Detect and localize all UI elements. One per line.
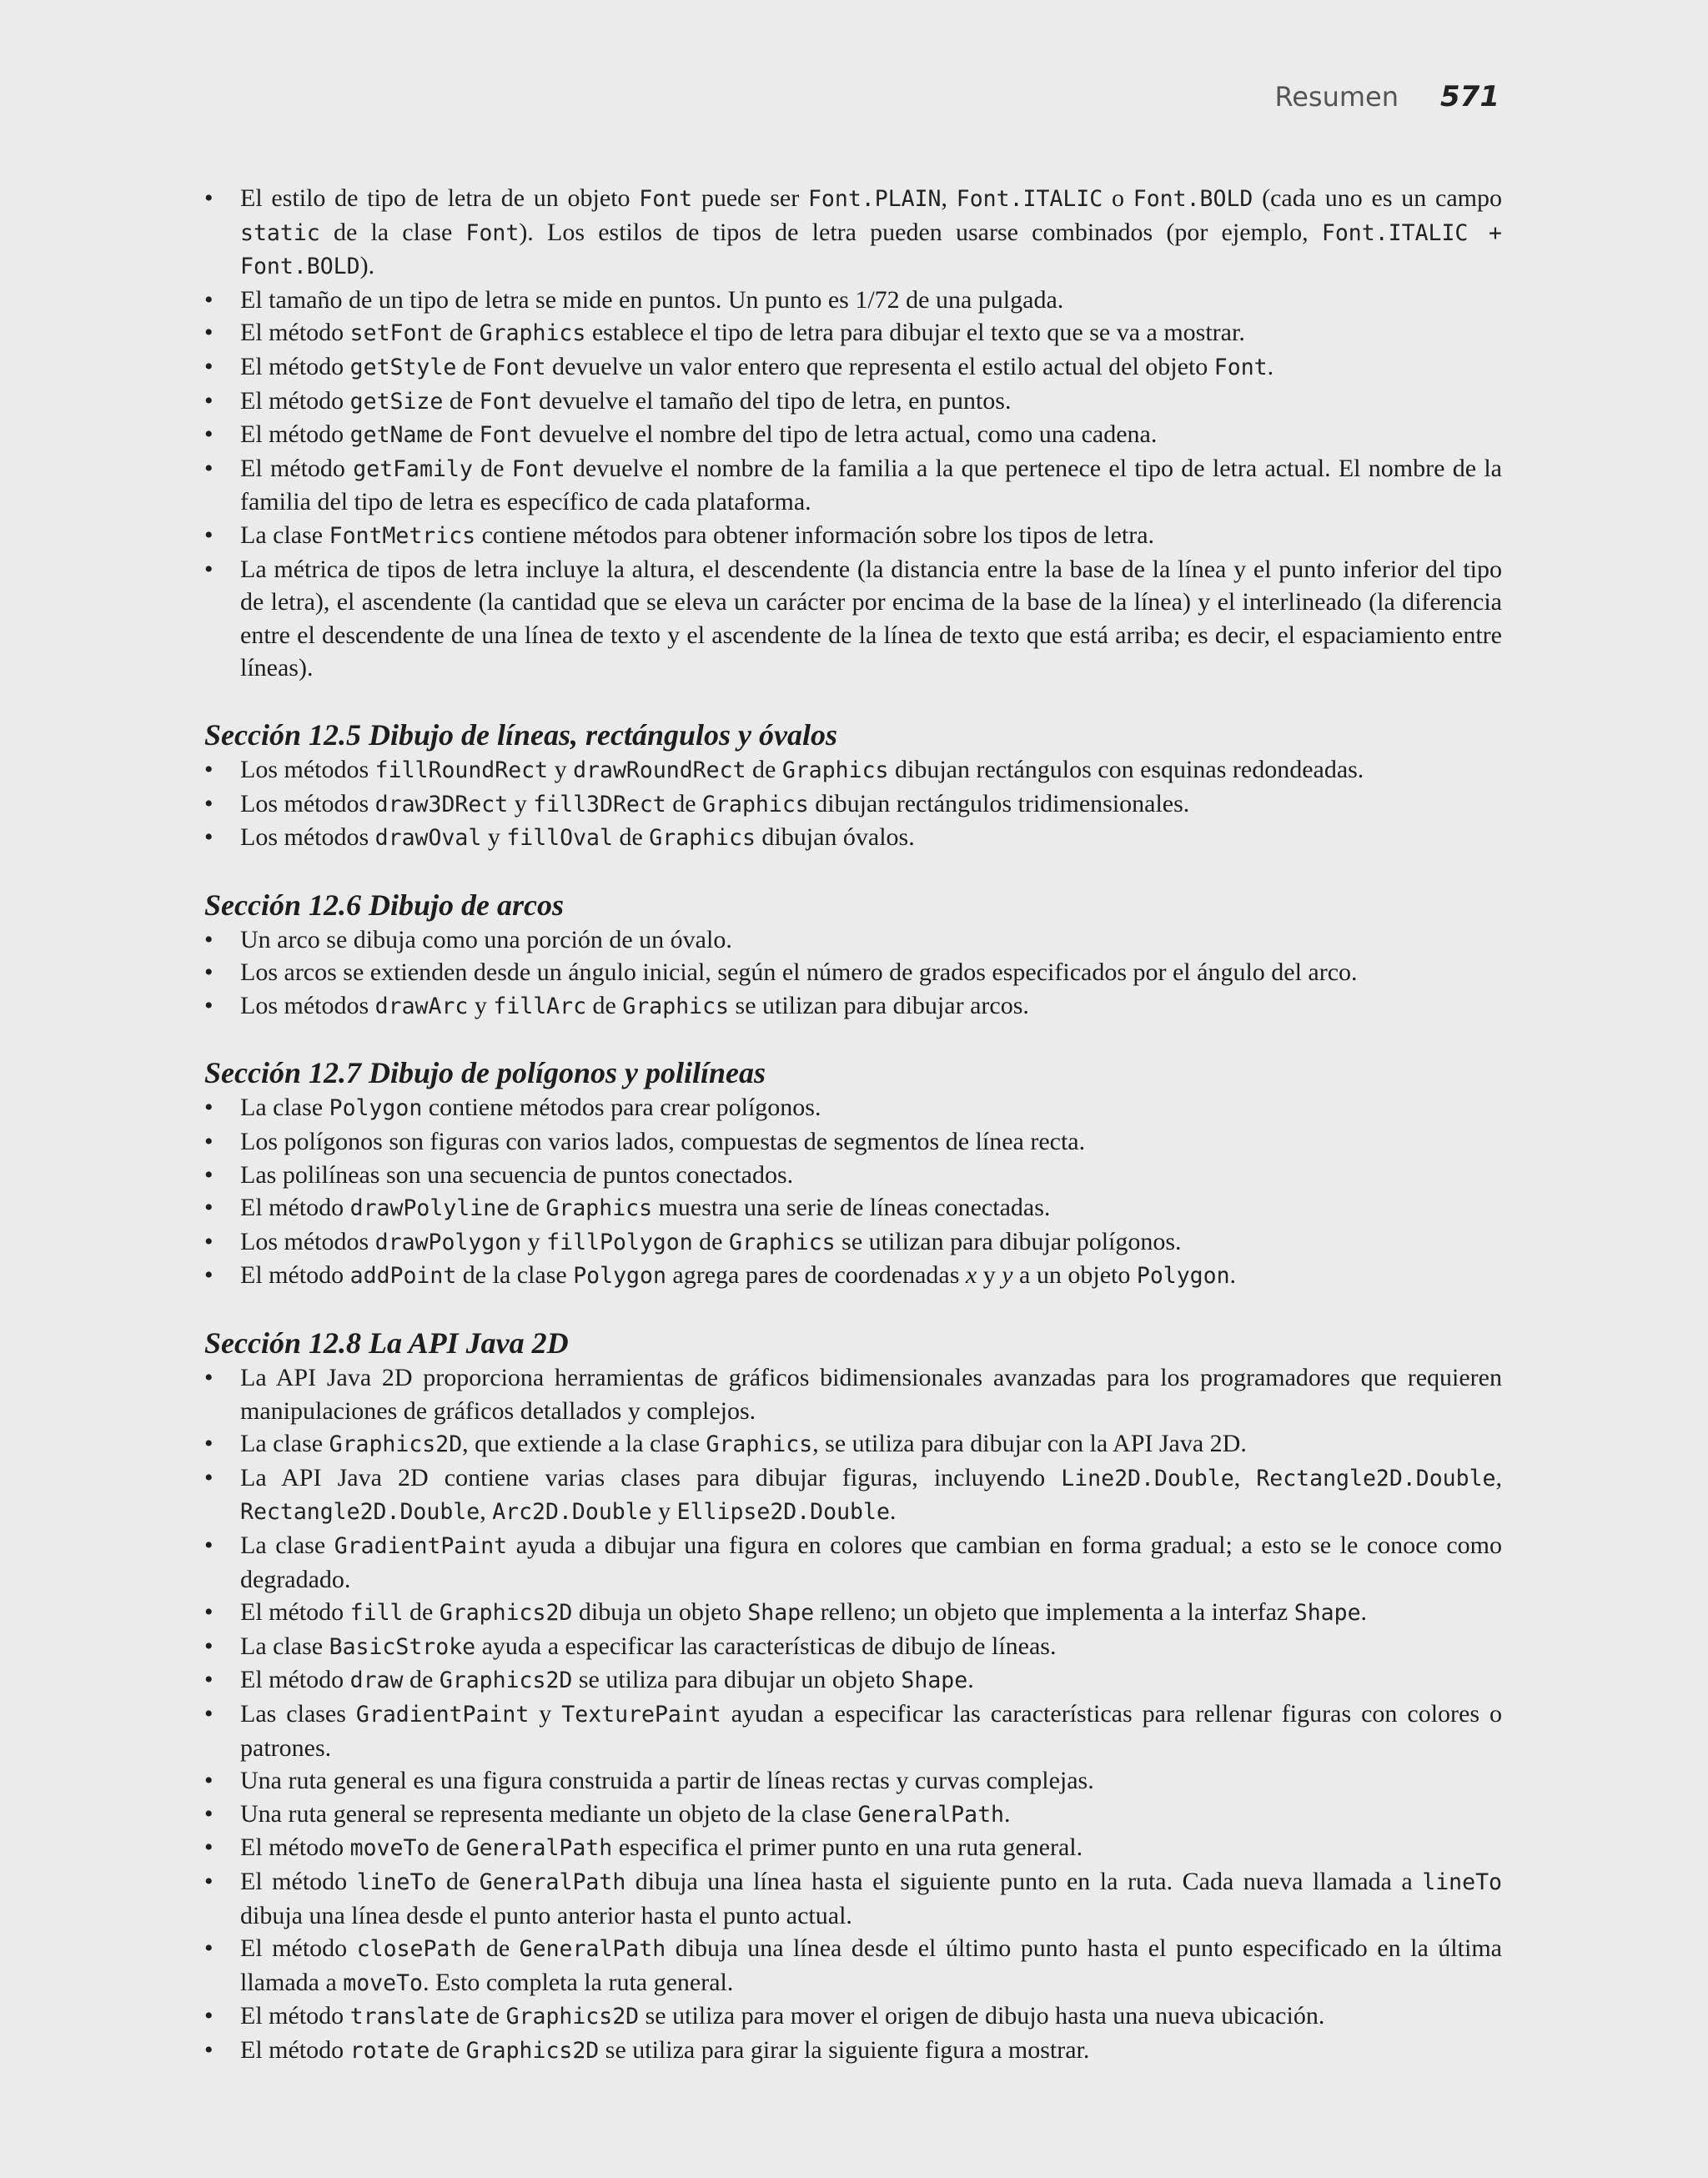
bullet-item	[204, 316, 1502, 350]
bullet-item	[204, 182, 1502, 284]
code-term: Graphics	[545, 1195, 653, 1222]
text-run: y	[651, 1497, 677, 1526]
text-run: contiene métodos para obtener información sobre los tipos de letra.	[475, 521, 1155, 549]
code-term: fill3DRect	[533, 791, 666, 817]
bullet-item	[204, 1529, 1502, 1596]
text-run: ). Los estilos de tipos de letra pueden usarse combinados (por ejemplo,	[519, 218, 1322, 246]
bullet-item	[204, 1427, 1502, 1461]
code-term: getName	[349, 422, 444, 449]
bullet-item	[204, 1596, 1502, 1630]
code-term: Ellipse2D.Double	[676, 1499, 890, 1526]
text-run: Las polilíneas son una secuencia de puntos conectados.	[240, 1160, 794, 1189]
code-term: closePath	[356, 1936, 477, 1963]
code-term: Graphics2D	[439, 1600, 573, 1627]
code-term: addPoint	[349, 1263, 457, 1290]
text-run: El tamaño de un tipo de letra se mide en puntos. Un punto es 1/72 de una pulgada.	[240, 285, 1064, 314]
code-term: Graphics	[479, 320, 586, 347]
italic-variable: x	[965, 1261, 977, 1290]
section-heading: Sección 12.8 La API Java 2D	[204, 1326, 569, 1361]
bullet-item	[204, 1159, 1502, 1192]
text-run: La clase	[240, 1430, 329, 1458]
text-run: ,	[480, 1497, 493, 1526]
code-term: Shape	[1294, 1600, 1361, 1627]
section-bullet-list	[204, 753, 1502, 855]
text-run: dibujan rectángulos con esquinas redondeadas.	[888, 755, 1364, 783]
text-run: El estilo de tipo de letra de un objeto	[240, 184, 640, 212]
bullet-item	[204, 1225, 1502, 1260]
text-run: ).	[359, 252, 375, 280]
text-run: ayuda a especificar las características de dibujo de líneas.	[475, 1632, 1057, 1660]
text-run: a un objeto	[1012, 1261, 1137, 1290]
code-term: Font	[511, 455, 565, 482]
text-run: El método	[240, 2002, 350, 2030]
text-run: agrega pares de coordenadas	[666, 1261, 966, 1290]
bullet-item	[204, 956, 1502, 989]
bullet-item	[204, 1831, 1502, 1865]
page-number: 571	[1440, 80, 1500, 113]
text-run: La clase	[240, 1094, 329, 1122]
text-run: El método	[240, 454, 354, 482]
text-run: dibujan rectángulos tridimensionales.	[808, 789, 1190, 817]
text-run: , que extiende a la clase	[462, 1430, 706, 1458]
code-term: Graphics2D	[439, 1667, 573, 1694]
bullet-item	[204, 1630, 1502, 1664]
italic-variable: y	[1002, 1261, 1013, 1290]
text-run: Los métodos	[240, 1227, 375, 1255]
code-term: TexturePaint	[561, 1701, 721, 1728]
code-term: Graphics	[729, 1229, 836, 1255]
text-run: y	[548, 755, 574, 783]
code-term: fillArc	[493, 993, 587, 1019]
text-run: se utilizan para dibujar polígonos.	[835, 1227, 1182, 1255]
text-run: se utiliza para mover el origen de dibujo hasta una nueva ubicación.	[639, 2002, 1325, 2030]
code-term: Graphics	[702, 791, 809, 817]
code-term: Font	[479, 422, 533, 449]
code-term: GradientPaint	[334, 1533, 508, 1559]
text-run: ,	[941, 184, 957, 212]
text-run: establece el tipo de letra para dibujar el texto que se va a mostrar.	[585, 319, 1245, 347]
bullet-item	[204, 787, 1502, 822]
bullet-item	[204, 989, 1502, 1024]
text-run: La API Java 2D contiene varias clases para dibujar figuras, incluyendo	[240, 1463, 1062, 1491]
bullet-item	[204, 350, 1502, 385]
text-run: especifica el primer punto en una ruta general.	[612, 1833, 1083, 1862]
code-term: Shape	[901, 1667, 968, 1694]
text-run: muestra una serie de líneas conectadas.	[652, 1194, 1051, 1222]
bullet-item	[204, 923, 1502, 957]
text-run: dibuja una línea desde el último punto hasta el punto especificado en la última llamada a	[240, 1934, 1502, 1996]
text-run: El método	[240, 1867, 357, 1895]
code-term: Font	[465, 219, 520, 246]
code-term: Graphics	[622, 993, 730, 1019]
code-term: getStyle	[349, 354, 457, 380]
text-run: Los métodos	[240, 755, 375, 783]
text-run: El método	[240, 352, 350, 380]
text-run: de	[666, 789, 703, 817]
text-run: de	[746, 755, 782, 783]
code-term: draw3DRect	[374, 791, 509, 817]
text-run: dibuja una línea desde el punto anterior hasta el punto actual.	[240, 1901, 852, 1929]
running-header	[1274, 80, 1500, 113]
bullet-item	[204, 753, 1502, 787]
text-run: ,	[1495, 1463, 1502, 1491]
text-run: dibujan óvalos.	[755, 823, 915, 852]
code-term: Font	[1213, 354, 1268, 380]
text-run: de	[430, 1833, 466, 1862]
text-run: de	[456, 352, 493, 380]
text-run: devuelve el nombre de la familia a la que pertenece el tipo de letra actual. El nombre de la familia del tipo de letra es específico de cada plataforma.	[240, 454, 1502, 516]
text-run: Una ruta general es una figura construida a partir de líneas rectas y curvas complejas.	[240, 1767, 1094, 1795]
code-term: Font.ITALIC + Font.BOLD	[240, 219, 1503, 280]
code-term: setFont	[349, 320, 444, 347]
text-run: El método	[240, 1261, 350, 1290]
code-term: Graphics2D	[465, 2037, 600, 2064]
bullet-item	[204, 553, 1502, 685]
code-term: Line2D.Double	[1061, 1465, 1234, 1491]
code-term: lineTo	[356, 1869, 437, 1895]
text-run: .	[967, 1666, 974, 1694]
text-run: de	[586, 991, 623, 1019]
text-run: de la clase	[456, 1261, 574, 1290]
code-term: fillOval	[506, 825, 613, 852]
text-run: y	[977, 1261, 1002, 1290]
code-term: rotate	[349, 2037, 430, 2064]
code-term: Shape	[747, 1600, 815, 1627]
code-term: drawPolygon	[374, 1229, 522, 1255]
text-run: La API Java 2D proporciona herramientas de gráficos bidimensionales avanzadas para los programadores que requieren manipulaciones de gráficos detallados y complejos.	[240, 1364, 1502, 1425]
bullet-item	[204, 385, 1502, 419]
code-term: Graphics	[706, 1431, 813, 1458]
section-heading: Sección 12.6 Dibujo de arcos	[204, 888, 564, 922]
text-run: El método	[240, 420, 350, 449]
code-term: moveTo	[349, 1835, 430, 1862]
text-run: .	[1267, 352, 1274, 380]
text-run: de	[403, 1598, 440, 1627]
text-run: .	[1360, 1598, 1368, 1627]
text-run: La clase	[240, 1532, 334, 1559]
text-run: .	[1004, 1799, 1011, 1828]
text-run: se utilizan para dibujar arcos.	[729, 991, 1029, 1019]
text-run: ,	[1233, 1463, 1257, 1491]
text-run: de	[436, 1867, 480, 1895]
text-run: contiene métodos para crear polígonos.	[422, 1094, 821, 1122]
text-run: La métrica de tipos de letra incluye la altura, el descendente (la distancia entre la base de la línea y el punto inferior del tipo de letra), el ascendente (la cantidad que se eleva un carácter por encima de la base de la línea) y el interlineado (la diferencia entre el descendente de una línea de texto y el ascendente de la línea de texto que está arriba; es decir, el espaciamiento entre líneas).	[240, 555, 1502, 682]
text-run: y	[529, 1699, 562, 1728]
text-run: La clase	[240, 1632, 329, 1660]
text-run: Los métodos	[240, 823, 375, 852]
code-term: Font	[492, 354, 546, 380]
text-run: se utiliza para dibujar un objeto	[572, 1666, 902, 1694]
text-run: de	[430, 2035, 466, 2064]
text-run: Un arco se dibuja como una porción de un óvalo.	[240, 925, 732, 953]
text-run: El método	[240, 1666, 350, 1694]
bullet-item	[204, 1461, 1502, 1529]
bullet-item	[204, 1091, 1502, 1125]
bullet-item	[204, 2034, 1502, 2068]
text-run: , se utiliza para dibujar con la API Java 2D.	[812, 1430, 1247, 1458]
text-run: de	[403, 1666, 440, 1694]
code-term: GradientPaint	[355, 1701, 530, 1728]
text-run: de	[612, 823, 650, 852]
section-bullet-list	[204, 1361, 1502, 2067]
code-term: getSize	[349, 388, 444, 415]
code-term: drawPolyline	[349, 1195, 510, 1222]
bullet-item	[204, 1361, 1502, 1427]
code-term: Font.BOLD	[1133, 186, 1253, 212]
text-run: Los polígonos son figuras con varios lados, compuestas de segmentos de línea recta.	[240, 1128, 1086, 1156]
bullet-item	[204, 1125, 1502, 1159]
text-run: y	[508, 789, 534, 817]
bullet-item	[204, 1999, 1502, 2034]
text-run: de	[472, 454, 512, 482]
page-body	[204, 182, 1502, 2068]
text-run: El método	[240, 319, 350, 347]
code-term: Graphics	[781, 757, 889, 783]
text-run: . Esto completa la ruta general.	[423, 1968, 734, 1996]
section-bullet-list	[204, 1091, 1502, 1293]
code-term: Font.ITALIC	[956, 186, 1103, 212]
text-run: El método	[240, 386, 350, 415]
text-run: Una ruta general se representa mediante un objeto de la clase	[240, 1799, 858, 1828]
text-run: dibuja una línea hasta el siguiente punto en la ruta. Cada nueva llamada a	[625, 1867, 1423, 1895]
bullet-item	[204, 519, 1502, 553]
code-term: Font.PLAIN	[807, 186, 942, 212]
bullet-item	[204, 1259, 1502, 1293]
text-run: de	[470, 2002, 506, 2030]
bullet-item	[204, 1191, 1502, 1225]
bullet-item	[204, 1865, 1502, 1932]
text-run: .	[1229, 1261, 1237, 1290]
code-term: Font	[639, 186, 693, 212]
code-term: Polygon	[1136, 1263, 1230, 1290]
bullet-item	[204, 821, 1502, 855]
code-term: GeneralPath	[465, 1835, 613, 1862]
bullet-item	[204, 1663, 1502, 1698]
text-run: de la clase	[319, 218, 466, 246]
text-run: (cada uno es un campo	[1253, 184, 1502, 212]
bullet-item	[204, 418, 1502, 452]
code-term: Rectangle2D.Double	[1256, 1465, 1496, 1491]
code-term: Polygon	[329, 1095, 423, 1122]
bullet-item	[204, 1798, 1502, 1832]
text-run: devuelve un valor entero que representa el estilo actual del objeto	[545, 352, 1214, 380]
bullet-item	[204, 1764, 1502, 1798]
section-bullet-list	[204, 923, 1502, 1024]
text-run: Los arcos se extienden desde un ángulo inicial, según el número de grados especificados por el ángulo del arco.	[240, 958, 1358, 987]
code-term: draw	[349, 1667, 404, 1694]
code-term: FontMetrics	[329, 522, 476, 549]
text-run: de	[476, 1934, 520, 1963]
code-term: Graphics2D	[329, 1431, 463, 1458]
header-section-name: Resumen	[1274, 81, 1399, 113]
code-term: getFamily	[353, 455, 473, 482]
text-run: El método	[240, 2035, 350, 2064]
text-run: relleno; un objeto que implementa a la interfaz	[814, 1598, 1294, 1627]
code-term: Rectangle2D.Double	[240, 1499, 480, 1526]
code-term: fillRoundRect	[374, 757, 549, 783]
text-run: y	[521, 1227, 547, 1255]
text-run: ayudan a especificar las características para rellenar figuras con colores o patrones.	[240, 1699, 1502, 1762]
code-term: drawRoundRect	[573, 757, 746, 783]
text-run: de	[443, 386, 480, 415]
code-term: GeneralPath	[519, 1936, 666, 1963]
text-run: El método	[240, 1833, 350, 1862]
text-run: Las clases	[240, 1699, 356, 1728]
text-run: y	[481, 823, 507, 852]
code-term: GeneralPath	[857, 1801, 1004, 1828]
text-run: devuelve el nombre del tipo de letra actual, como una cadena.	[532, 420, 1158, 449]
text-run: El método	[240, 1194, 350, 1222]
code-term: translate	[349, 2004, 470, 2030]
text-run: La clase	[240, 521, 329, 549]
code-term: drawArc	[374, 993, 469, 1019]
code-term: Graphics2D	[505, 2004, 640, 2030]
code-term: Font	[479, 388, 533, 415]
intro-bullet-list	[204, 182, 1502, 685]
code-term: moveTo	[343, 1969, 424, 1996]
text-run: de	[692, 1227, 729, 1255]
text-run: puede ser	[692, 184, 808, 212]
text-run: dibuja un objeto	[572, 1598, 748, 1627]
code-term: static	[240, 219, 320, 246]
text-run: Los métodos	[240, 789, 375, 817]
bullet-item	[204, 284, 1502, 317]
section-heading: Sección 12.7 Dibujo de polígonos y polilíneas	[204, 1056, 766, 1090]
text-run: de	[510, 1194, 546, 1222]
code-term: fillPolygon	[546, 1229, 693, 1255]
sections-container	[204, 717, 1502, 2068]
text-run: devuelve el tamaño del tipo de letra, en puntos.	[532, 386, 1012, 415]
code-term: BasicStroke	[329, 1633, 476, 1660]
text-run: ayuda a dibujar una figura en colores que cambian en forma gradual; a esto se le conoce como degradado.	[240, 1532, 1502, 1593]
text-run: se utiliza para girar la siguiente figura a mostrar.	[599, 2035, 1090, 2064]
code-term: Graphics	[649, 825, 756, 852]
text-run: .	[889, 1497, 897, 1526]
text-run: y	[468, 991, 494, 1019]
text-run: El método	[240, 1598, 350, 1627]
code-term: drawOval	[374, 825, 482, 852]
bullet-item	[204, 1932, 1502, 1999]
text-run: o	[1103, 184, 1133, 212]
bullet-item	[204, 452, 1502, 519]
code-term: fill	[349, 1600, 404, 1627]
code-term: GeneralPath	[479, 1869, 626, 1895]
text-run: de	[443, 420, 480, 449]
code-term: Arc2D.Double	[492, 1499, 652, 1526]
text-run: El método	[240, 1934, 357, 1963]
code-term: lineTo	[1422, 1869, 1502, 1895]
section-heading: Sección 12.5 Dibujo de líneas, rectángulos y óvalos	[204, 717, 837, 752]
bullet-item	[204, 1698, 1502, 1764]
code-term: Polygon	[573, 1263, 666, 1290]
text-run: Los métodos	[240, 991, 375, 1019]
text-run: de	[443, 319, 480, 347]
